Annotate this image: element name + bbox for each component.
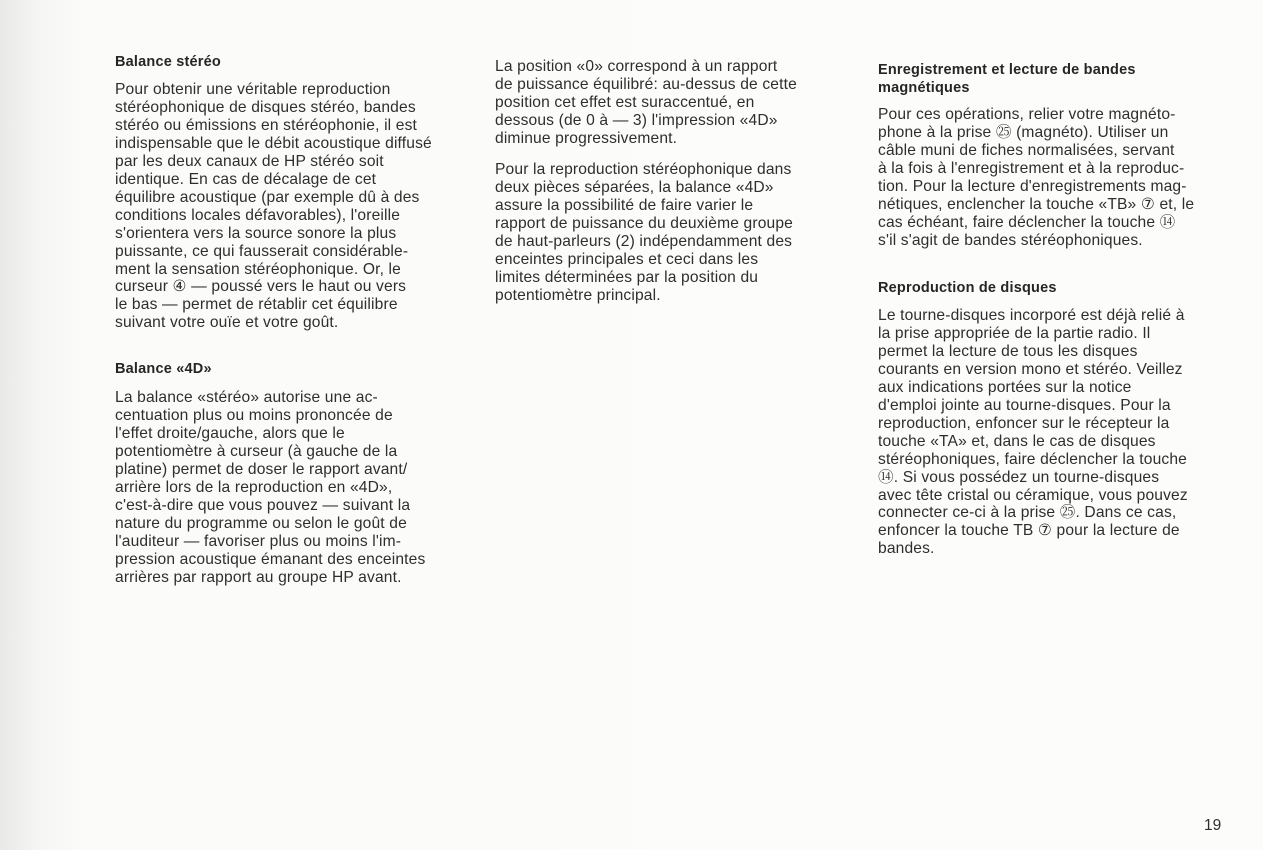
section-heading bbox=[878, 280, 1258, 298]
text-line: assure la possibilité de faire varier le bbox=[495, 196, 754, 214]
text-line: d'emploi jointe au tourne-disques. Pour la bbox=[878, 396, 1171, 414]
text-line: par les deux canaux de HP stéréo soit bbox=[115, 152, 384, 170]
text-line: stéréo ou émissions en stéréophonie, il est bbox=[115, 116, 418, 134]
text-line: arrière lors de la reproduction en «4D», bbox=[115, 478, 393, 496]
text-line: câble muni de fiches normalisées, servant bbox=[878, 141, 1175, 159]
text-line: phone à la prise ㉕ (magnéto). Utiliser un bbox=[878, 123, 1169, 141]
column-2 bbox=[495, 0, 870, 850]
text-line: arrières par rapport au groupe HP avant. bbox=[115, 568, 402, 586]
paragraph bbox=[115, 81, 490, 332]
heading-line: Enregistrement et lecture de bandes bbox=[878, 62, 1136, 78]
text-line: Le tourne-disques incorporé est déjà relié à bbox=[878, 307, 1185, 324]
text-line: à la fois à l'enregistrement et à la reproduc- bbox=[878, 159, 1185, 177]
text-line: identique. En cas de décalage de cet bbox=[115, 170, 377, 188]
text-line: la prise appropriée de la partie radio. Il bbox=[878, 324, 1151, 342]
text-line: limites déterminées par la position du bbox=[495, 268, 759, 286]
text-line: Pour ces opérations, relier votre magnéto- bbox=[878, 106, 1176, 123]
text-line: permet la lecture de tous les disques bbox=[878, 342, 1138, 360]
text-line: courants en version mono et stéréo. Veillez bbox=[878, 360, 1183, 378]
text-line: suivant votre ouïe et votre goût. bbox=[115, 314, 339, 332]
text-line: deux pièces séparées, la balance «4D» bbox=[495, 178, 774, 196]
text-line: avec tête cristal ou céramique, vous pouvez bbox=[878, 486, 1188, 504]
text-line: nature du programme ou selon le goût de bbox=[115, 514, 407, 532]
paragraph bbox=[495, 58, 870, 148]
text-line: puissante, ce qui fausserait considérable- bbox=[115, 242, 409, 260]
text-line: dessous (de 0 à — 3) l'impression «4D» bbox=[495, 111, 778, 129]
text-line: diminue progressivement. bbox=[495, 129, 678, 147]
text-line: stéréophoniques, faire déclencher la touche bbox=[878, 450, 1187, 468]
text-line: tion. Pour la lecture d'enregistrements mag- bbox=[878, 177, 1187, 195]
text-line: de haut-parleurs (2) indépendamment des bbox=[495, 232, 793, 250]
text-line: aux indications portées sur la notice bbox=[878, 378, 1132, 396]
paragraph bbox=[495, 161, 870, 305]
text-line: reproduction, enfoncer sur le récepteur la bbox=[878, 414, 1170, 432]
text-line: conditions locales défavorables), l'oreille bbox=[115, 206, 401, 224]
heading-line: Balance stéréo bbox=[115, 54, 221, 70]
text-line: potentiomètre à curseur (à gauche de la bbox=[115, 442, 398, 460]
text-line: enceintes principales et ceci dans les bbox=[495, 250, 759, 268]
heading-line: Reproduction de disques bbox=[878, 280, 1057, 296]
section-heading bbox=[115, 54, 490, 72]
text-line: l'auditeur — favoriser plus ou moins l'im- bbox=[115, 532, 402, 550]
column-1 bbox=[115, 0, 490, 850]
text-line: cas échéant, faire déclencher la touche ⑭ bbox=[878, 213, 1176, 231]
text-line: c'est-à-dire que vous pouvez — suivant la bbox=[115, 496, 411, 514]
text-line: La balance «stéréo» autorise une ac- bbox=[115, 389, 378, 406]
text-line: centuation plus ou moins prononcée de bbox=[115, 406, 393, 424]
text-line: équilibre acoustique (par exemple dû à des bbox=[115, 188, 420, 206]
text-line: Pour obtenir une véritable reproduction bbox=[115, 81, 391, 98]
section-heading bbox=[878, 62, 1258, 97]
text-line: position cet effet est suraccentué, en bbox=[495, 93, 755, 111]
text-line: enfoncer la touche TB ⑦ pour la lecture de bbox=[878, 522, 1180, 540]
text-line: La position «0» correspond à un rapport bbox=[495, 58, 778, 75]
text-line: le bas — permet de rétablir cet équilibre bbox=[115, 296, 398, 314]
text-line: l'effet droite/gauche, alors que le bbox=[115, 424, 345, 442]
text-line: s'il s'agit de bandes stéréophoniques. bbox=[878, 231, 1143, 249]
text-line: touche «TA» et, dans le cas de disques bbox=[878, 432, 1156, 450]
text-line: indispensable que le débit acoustique diffusé bbox=[115, 134, 432, 152]
text-line: curseur ④ — poussé vers le haut ou vers bbox=[115, 278, 407, 296]
page-number: 19 bbox=[1204, 817, 1222, 834]
paragraph bbox=[878, 307, 1258, 558]
column-3 bbox=[878, 0, 1258, 850]
paragraph bbox=[115, 389, 490, 586]
text-line: potentiomètre principal. bbox=[495, 286, 661, 304]
text-line: platine) permet de doser le rapport avant/ bbox=[115, 460, 408, 478]
text-line: Pour la reproduction stéréophonique dans bbox=[495, 161, 792, 178]
heading-line: Balance «4D» bbox=[115, 361, 212, 377]
text-line: bandes. bbox=[878, 540, 935, 558]
text-line: connecter ce-ci à la prise ㉕. Dans ce cas, bbox=[878, 504, 1177, 522]
text-line: pression acoustique émanant des enceintes bbox=[115, 550, 426, 568]
text-line: stéréophonique de disques stéréo, bandes bbox=[115, 98, 416, 116]
text-line: nétiques, enclencher la touche «TB» ⑦ et, le bbox=[878, 195, 1195, 213]
paragraph bbox=[878, 106, 1258, 250]
text-line: rapport de puissance du deuxième groupe bbox=[495, 214, 793, 232]
text-line: ⑭. Si vous possédez un tourne-disques bbox=[878, 468, 1160, 486]
heading-line: magnétiques bbox=[878, 79, 970, 96]
text-line: ment la sensation stéréophonique. Or, le bbox=[115, 260, 401, 278]
text-line: s'orientera vers la source sonore la plus bbox=[115, 224, 397, 242]
section-heading bbox=[115, 361, 490, 379]
text-line: de puissance équilibré: au-dessus de cette bbox=[495, 75, 797, 93]
